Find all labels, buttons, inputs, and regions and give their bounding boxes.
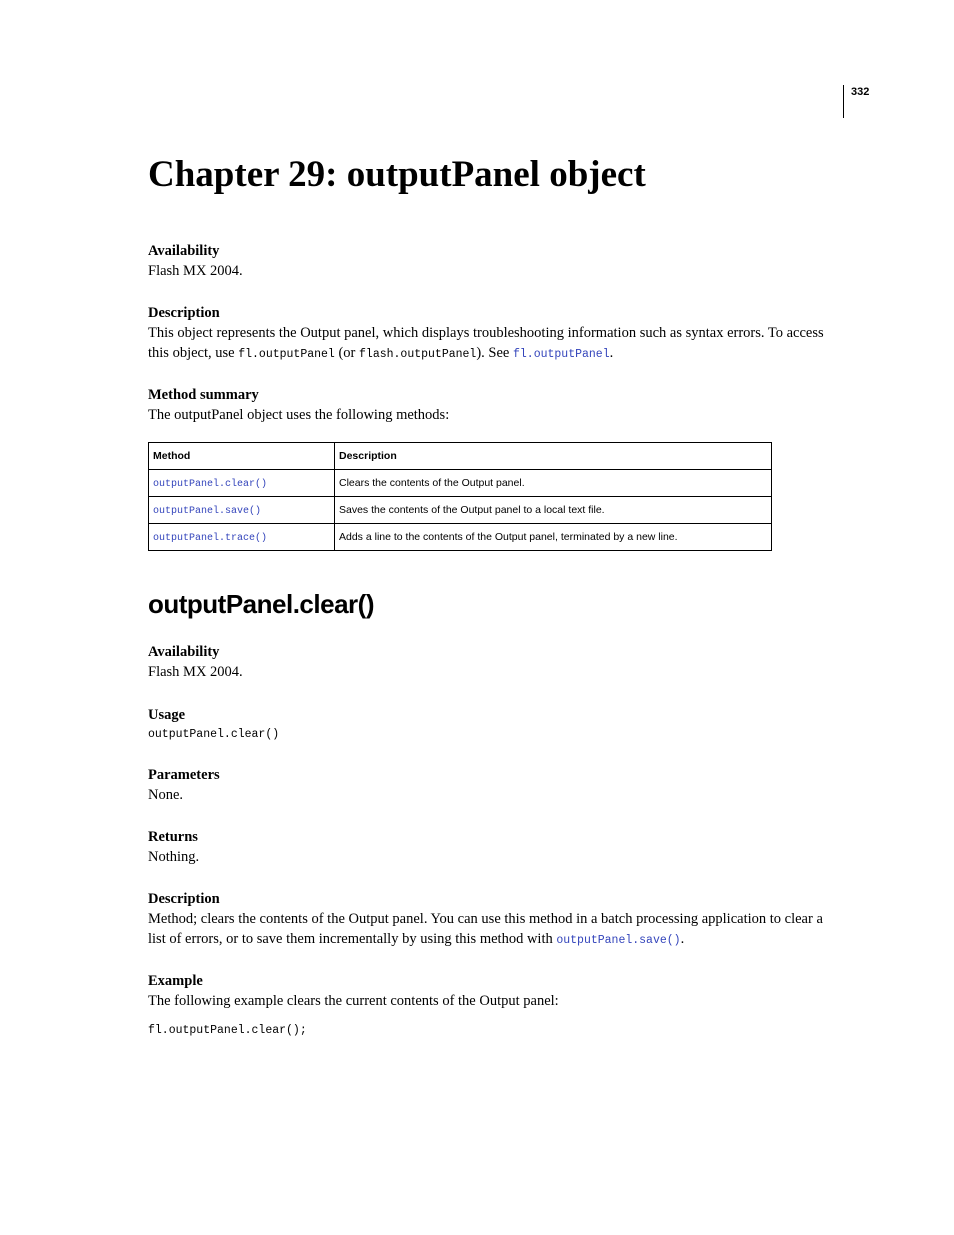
table-header-row bbox=[149, 443, 772, 470]
description-text-part: . bbox=[609, 345, 614, 361]
link-outputpanel-save[interactable]: outputPanel.save() bbox=[556, 934, 681, 947]
usage-heading: Usage bbox=[148, 707, 186, 723]
page-number-rule bbox=[843, 85, 844, 118]
page-number: 332 bbox=[851, 86, 870, 98]
description-cell: Clears the contents of the Output panel. bbox=[335, 470, 772, 497]
header-method: Method bbox=[149, 443, 335, 470]
method-cell bbox=[149, 524, 335, 551]
description-cell: Adds a line to the contents of the Output panel, terminated by a new line. bbox=[335, 524, 772, 551]
link-fl-outputpanel[interactable]: fl.outputPanel bbox=[512, 348, 610, 361]
code-flash-outputpanel: flash.outputPanel bbox=[359, 348, 477, 361]
description-text-part: (or bbox=[334, 345, 360, 361]
parameters-heading: Parameters bbox=[148, 767, 220, 783]
returns-text: Nothing. bbox=[148, 849, 200, 865]
code-fl-outputpanel: fl.outputPanel bbox=[238, 348, 335, 361]
description-cell: Saves the contents of the Output panel to a local text file. bbox=[335, 497, 772, 524]
usage-code: outputPanel.clear() bbox=[148, 728, 280, 741]
clear-availability-heading: Availability bbox=[148, 644, 220, 660]
description-heading: Description bbox=[148, 305, 220, 321]
method-summary-text: The outputPanel object uses the following methods: bbox=[148, 407, 450, 423]
method-cell bbox=[149, 470, 335, 497]
description-text-part: ). See bbox=[476, 345, 513, 361]
availability-text: Flash MX 2004. bbox=[148, 263, 243, 279]
clear-description-heading: Description bbox=[148, 891, 220, 907]
clear-description-text bbox=[148, 909, 840, 951]
description-text-part: Method; clears the contents of the Output panel. You can use this method in a batch processing application to clear a list of errors, or to save them incrementally by using this method with bbox=[148, 911, 823, 947]
example-code: fl.outputPanel.clear(); bbox=[148, 1024, 307, 1037]
methods-table bbox=[148, 442, 772, 551]
table-row bbox=[149, 470, 772, 497]
table-row bbox=[149, 497, 772, 524]
chapter-title: Chapter 29: outputPanel object bbox=[148, 154, 646, 195]
description-text-part: This object represents the Output panel, which displays troubleshooting information such as syntax errors. To access this object, use bbox=[148, 325, 824, 361]
method-link-save[interactable]: outputPanel.save() bbox=[153, 505, 262, 517]
section-title-clear: outputPanel.clear() bbox=[148, 589, 374, 619]
example-text: The following example clears the current contents of the Output panel: bbox=[148, 993, 559, 1009]
description-text bbox=[148, 323, 840, 365]
parameters-text: None. bbox=[148, 787, 184, 803]
example-heading: Example bbox=[148, 973, 203, 989]
method-summary-heading: Method summary bbox=[148, 387, 259, 403]
availability-heading: Availability bbox=[148, 243, 220, 259]
method-link-trace[interactable]: outputPanel.trace() bbox=[153, 532, 268, 544]
method-link-clear[interactable]: outputPanel.clear() bbox=[153, 478, 268, 490]
header-description: Description bbox=[335, 443, 772, 470]
table-row bbox=[149, 524, 772, 551]
description-text-part: . bbox=[680, 931, 685, 947]
method-cell bbox=[149, 497, 335, 524]
clear-availability-text: Flash MX 2004. bbox=[148, 664, 243, 680]
returns-heading: Returns bbox=[148, 829, 198, 845]
